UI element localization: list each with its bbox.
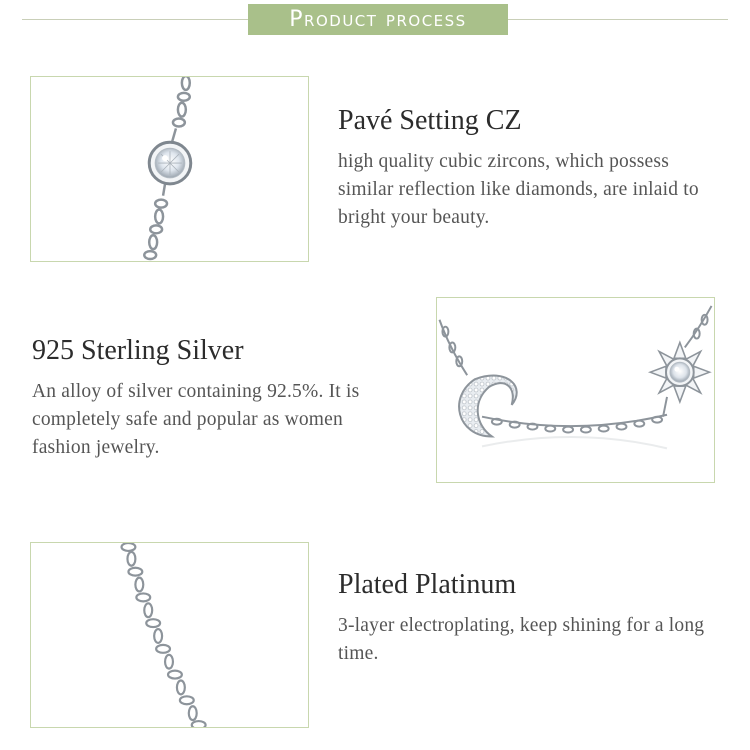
header-rule-left xyxy=(22,19,248,20)
feature-2-title: 925 Sterling Silver xyxy=(32,335,244,366)
feature-3-description: 3-layer electroplating, keep shining for a long time. xyxy=(338,615,705,664)
feature-3-title: Plated Platinum xyxy=(338,569,517,600)
header-rule-right xyxy=(508,19,728,20)
feature-2-description: An alloy of silver containing 92.5%. It is completely safe and popular as women fashion jewelry. xyxy=(32,381,360,458)
bezel-set-cz-chain-image xyxy=(31,77,308,261)
silver-cable-chain-image xyxy=(31,543,308,727)
feature-1-title: Pavé Setting CZ xyxy=(338,105,522,136)
section-header-badge xyxy=(248,4,508,35)
feature-2-product-photo xyxy=(436,297,715,483)
moon-sun-pendant-chain-image xyxy=(437,298,714,482)
section-header-title: Product process xyxy=(289,6,467,32)
feature-1-description: high quality cubic zircons, which possess similar reflection like diamonds, are inlaid to bright your beauty. xyxy=(338,151,699,228)
feature-1-product-photo xyxy=(30,76,309,262)
feature-3-product-photo xyxy=(30,542,309,728)
